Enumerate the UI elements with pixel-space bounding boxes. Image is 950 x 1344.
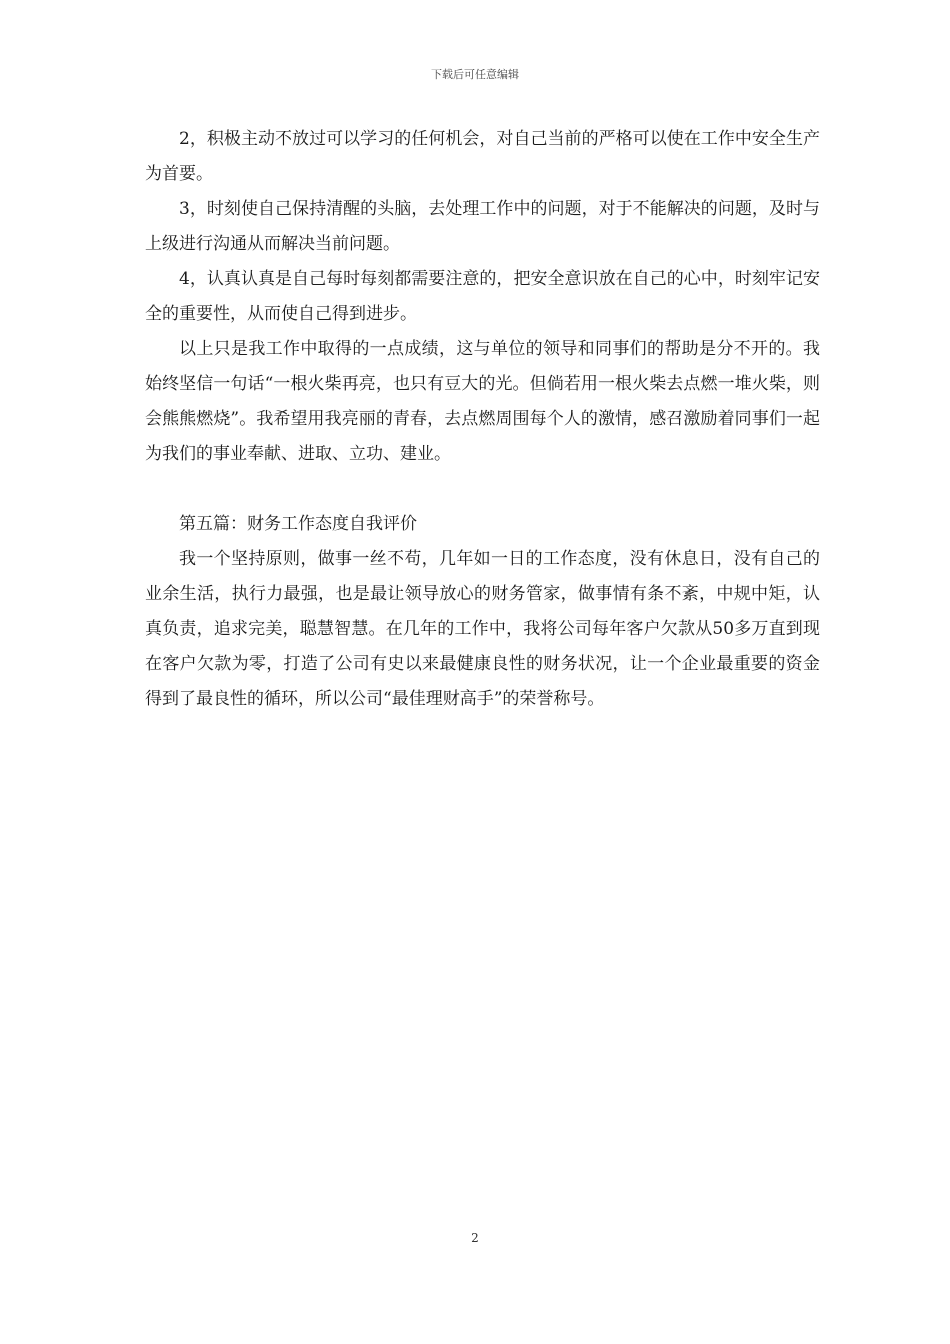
document-body xyxy=(145,122,820,717)
paragraph-summary: 以上只是我工作中取得的一点成绩，这与单位的领导和同事们的帮助是分不开的。我始终坚信一句话“一根火柴再亮，也只有豆大的光。但倘若用一根火柴去点燃一堆火柴，则会熊熊燃烧”。我希望用我亮丽的青春，去点燃周围每个人的激情，感召激励着同事们一起为我们的事业奉献、进取、立功、建业。 xyxy=(145,339,820,464)
page-header-note: 下载后可任意编辑 xyxy=(431,68,519,81)
paragraph-item-4: 4，认真认真是自己每时每刻都需要注意的，把安全意识放在自己的心中，时刻牢记安全的重要性，从而使自己得到进步。 xyxy=(145,269,820,324)
page-number: 2 xyxy=(471,1231,479,1245)
paragraph-item-2: 2，积极主动不放过可以学习的任何机会，对自己当前的严格可以使在工作中安全生产为首要。 xyxy=(145,129,820,184)
section-spacer xyxy=(145,472,820,507)
section-paragraph: 我一个坚持原则，做事一丝不苟，几年如一日的工作态度，没有休息日，没有自己的业余生活，执行力最强，也是最让领导放心的财务管家，做事情有条不紊，中规中矩，认真负责，追求完美，聪慧智慧。在几年的工作中，我将公司每年客户欠款从50多万直到现在客户欠款为零，打造了公司有史以来最健康良性的财务状况，让一个企业最重要的资金得到了最良性的循环，所以公司“最佳理财高手”的荣誉称号。 xyxy=(145,549,820,709)
section-title: 第五篇：财务工作态度自我评价 xyxy=(179,514,417,534)
paragraph-item-3: 3，时刻使自己保持清醒的头脑，去处理工作中的问题，对于不能解决的问题，及时与上级进行沟通从而解决当前问题。 xyxy=(145,199,820,254)
